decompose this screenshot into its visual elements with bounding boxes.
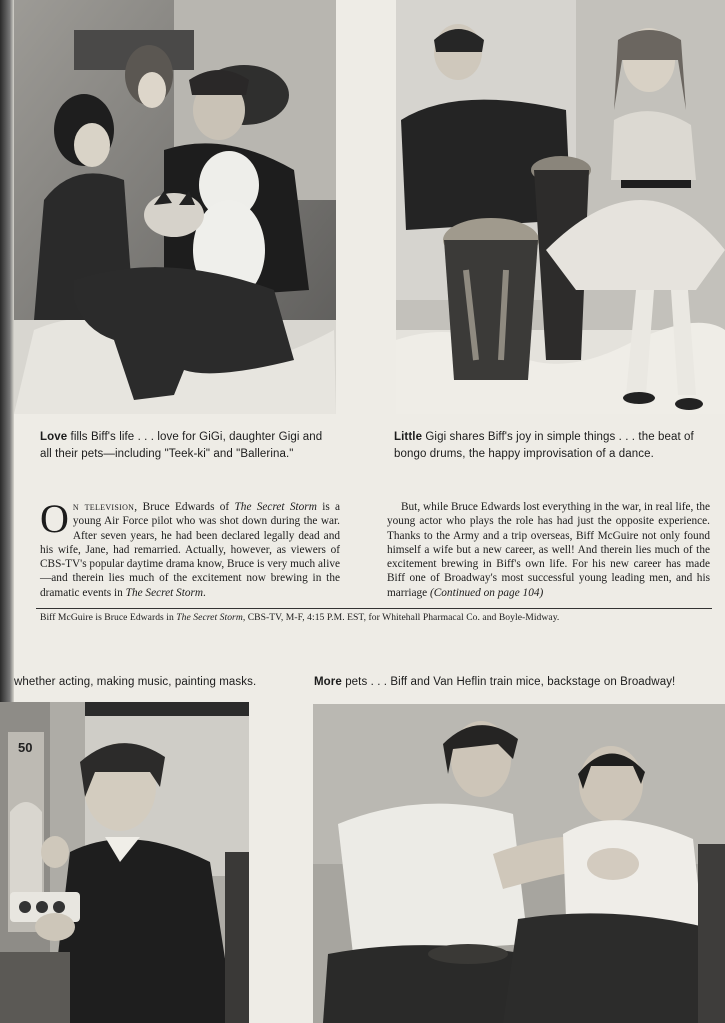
article-column-2 [387, 500, 710, 600]
caption-top-left [40, 429, 330, 463]
credit-show-title: The Secret Storm [176, 612, 243, 623]
photo-bongo-drums-dance [396, 0, 725, 414]
article-continued: (Continued on page [429, 586, 520, 599]
caption-top-right-text: Gigi shares Biff's joy in simple things . . . the beat of bongo drums, the happy improvisation of a dance. [394, 431, 694, 460]
caption-bottom-right [314, 674, 719, 691]
caption-top-right-lead: Little [394, 431, 423, 443]
article-col2-text: But, while Bruce Edwards lost everything in the war, in real life, the young actor who plays the role has had just the opposite experience. Thanks to the Army and a trip overseas, Biff McGuire not only found himself a wife but a new career, as well! And therein lies much of the excitement brewing in Biff's own life. For his new career has made Biff one of Broadway's most successful young leading men, and his marriage [387, 501, 710, 599]
article-col1-end: . [203, 586, 206, 599]
article-lead-in: n television, [72, 501, 138, 513]
article-show-title-2: The Secret Storm [125, 586, 204, 599]
caption-bottom-left-text: whether acting, making music, painting masks. [14, 676, 257, 688]
caption-top-left-lead: Love [40, 431, 68, 443]
article-column-1 [40, 496, 341, 600]
caption-bottom-left [14, 674, 304, 691]
caption-bottom-right-text: pets . . . Biff and Van Heflin train mice, backstage on Broadway! [345, 676, 676, 688]
article-dropcap: O [40, 496, 69, 541]
credit-text-2: , CBS-TV, M-F, 4:15 P.M. EST, for Whitehall Pharmacal Co. and Boyle-Midway. [242, 612, 560, 623]
divider-rule [36, 608, 712, 609]
article-col1-text-2: is a young Air Force pilot who was shot down during the war. After seven years, he had been declared legally dead and his wife, Jane, had remarried. Actually, however, as viewers of CBS-TV's popular daytime drama know, Bruce is very much alive—and therein lies much of the excitement now brewing in the dramatic events in [40, 501, 341, 599]
photo-painting-masks [0, 702, 249, 1023]
caption-top-right [394, 429, 709, 463]
credit-text-1: Biff McGuire is Bruce Edwards in [40, 612, 174, 623]
article-show-title-1: The Secret Storm [234, 501, 317, 513]
photo-training-mice-backstage [313, 704, 725, 1023]
caption-bottom-right-lead: More [314, 676, 342, 688]
caption-top-left-text: fills Biff's life . . . love for GiGi, daughter Gigi and all their pets—including "Teek-ki" and "Ballerina." [40, 431, 323, 460]
article-col1-text-1: Bruce Edwards of [142, 501, 230, 513]
photo-family-with-pets [14, 0, 336, 414]
poster-sign-text: 50 [18, 740, 33, 755]
article-continued-page: 104) [522, 586, 544, 599]
credit-line [40, 612, 710, 623]
